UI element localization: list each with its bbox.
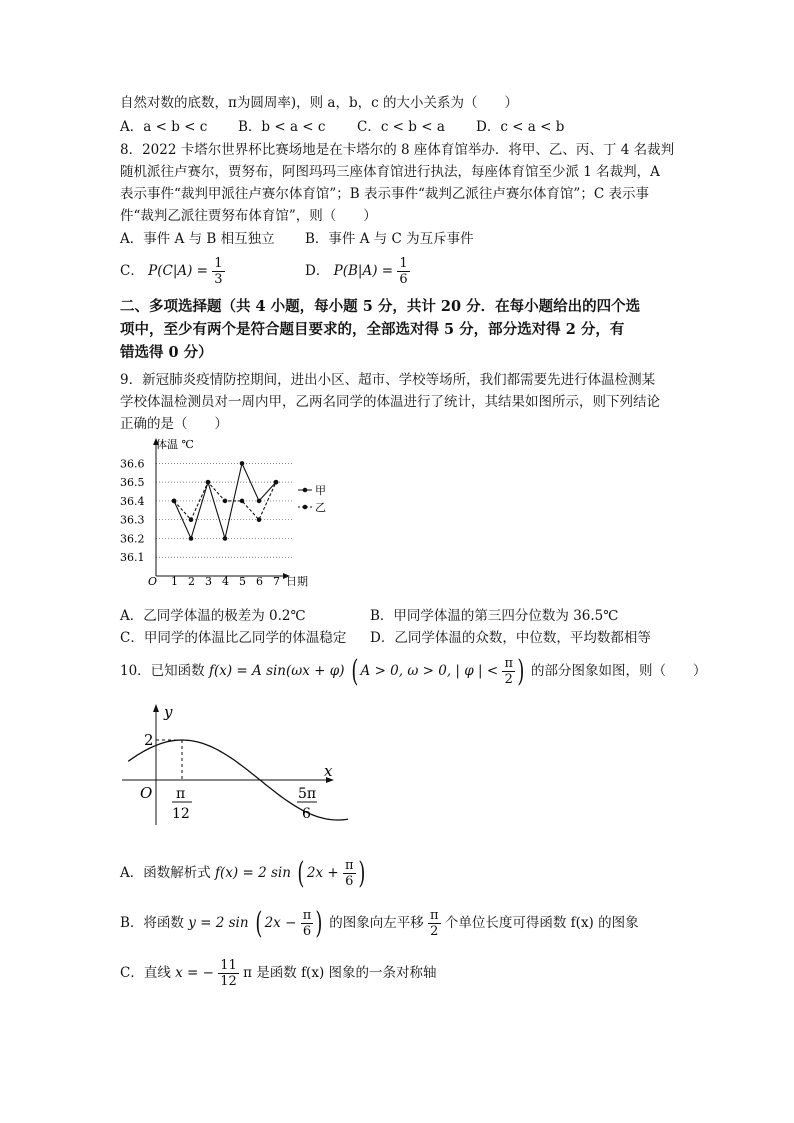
q9-option-d: D．乙同学体温的众数，中位数，平均数都相等 <box>370 630 651 646</box>
q10-stem-post: 的部分图象如图，则（ ） <box>531 663 707 679</box>
q10-c-post: π 是函数 f(x) 图象的一条对称轴 <box>243 965 437 981</box>
q10-a-denominator: 6 <box>345 874 354 889</box>
q10-b-shift-numerator: π <box>430 908 439 923</box>
q9-option-c: C．甲同学的体温比乙同学的体温稳定 <box>120 630 347 646</box>
q8-option-c-fraction <box>212 256 224 287</box>
chart-axes <box>153 438 290 579</box>
chart-origin-label: O <box>148 575 158 588</box>
q10-b-shift-fraction <box>428 908 441 939</box>
q8-option-c <box>120 256 225 287</box>
temperature-chart <box>118 436 338 596</box>
q9-line-3: 正确的是（ ） <box>120 416 228 432</box>
q10-option-a <box>120 855 367 891</box>
chart-legend-marker <box>303 488 308 493</box>
chart-x-axis-label: 日期 <box>286 575 308 588</box>
q8-option-d-label: D． <box>305 263 330 279</box>
q10-stem-expr: f(x) = A sin(ωx + φ) <box>208 663 345 679</box>
q8-option-d-fraction <box>397 256 409 287</box>
q10-b-mid: 的图象向左平移 <box>329 915 424 931</box>
chart-y-axis-label: 体温 ℃ <box>156 438 194 451</box>
q7-stem-tail: 自然对数的底数，π为圆周率)，则 a，b，c 的大小关系为（ ） <box>120 95 518 111</box>
chart-y-tick-label: 36.2 <box>120 532 145 546</box>
q8-option-d <box>305 256 410 287</box>
chart-data-point <box>223 499 228 504</box>
chart-data-point <box>274 480 279 485</box>
q10-option-c <box>120 958 437 989</box>
chart-y-tick-label: 36.3 <box>120 513 145 527</box>
q10-a-inner: 2x + <box>306 865 339 881</box>
q10-b-numerator: π <box>302 908 312 923</box>
tick-5pi-6-den: 6 <box>302 806 311 822</box>
q10-condition: A > 0, ω > 0, | φ | < <box>360 663 499 679</box>
right-paren-icon: ) <box>517 653 525 689</box>
chart-y-tick-label: 36.1 <box>120 551 145 565</box>
q10-c-expr: x = − <box>175 965 214 981</box>
right-paren-icon: ) <box>315 905 323 941</box>
chart-legend-marker <box>303 505 308 510</box>
section2-heading-line-3: 错选得 0 分） <box>120 344 213 361</box>
section2-heading-line-2: 项中，至少有两个是符合题目要求的，全部选对得 5 分，部分选对得 2 分，有 <box>120 321 625 338</box>
sine-x-label: x <box>324 762 333 780</box>
q7-option-c: C．c < b < a <box>357 119 445 135</box>
chart-x-tick-label: 1 <box>171 575 178 588</box>
chart-y-tick-label: 36.5 <box>120 476 145 490</box>
left-paren-icon: ( <box>255 905 263 941</box>
q10-b-shift-denominator: 2 <box>430 924 439 939</box>
q10-c-numerator: 11 <box>220 958 237 973</box>
q10-a-label: A．函数解析式 <box>120 865 211 881</box>
tick-5pi-6-num: 5π <box>298 786 317 802</box>
sine-y-label: y <box>164 703 173 721</box>
q10-b-denominator: 6 <box>302 924 312 939</box>
chart-data-point <box>257 517 262 522</box>
q8-line-3: 表示事件“裁判甲派往卢赛尔体育馆”；B 表示事件“裁判乙派往卢赛尔体育馆”；C 表示事 <box>120 186 649 202</box>
q9-line-2: 学校体温检测员对一周内甲，乙两名同学的体温进行了统计，其结果如图所示，则下列结论 <box>120 394 660 410</box>
chart-data-point <box>189 536 194 541</box>
chart-data-point <box>206 480 211 485</box>
q7-option-a: A．a < b < c <box>120 119 208 135</box>
chart-data-point <box>240 499 245 504</box>
q10-b-label: B．将函数 <box>120 915 184 931</box>
chart-legend-label: 乙 <box>315 501 326 514</box>
chart-y-tick-label: 36.4 <box>120 494 145 508</box>
q8-option-a: A．事件 A 与 B 相互独立 <box>120 231 275 247</box>
q9-option-b: B．甲同学体温的第三四分位数为 36.5℃ <box>370 608 619 624</box>
q7-option-b: B．b < a < c <box>238 119 326 135</box>
chart-data-point <box>223 536 228 541</box>
tick-pi-12-num: π <box>176 786 186 802</box>
q8-c-numerator: 1 <box>214 256 223 271</box>
chart-data-point <box>257 499 262 504</box>
sine-function-graph <box>118 700 348 830</box>
chart-grid <box>156 463 293 557</box>
chart-x-tick-label: 7 <box>273 575 280 588</box>
q7-option-d: D．c < a < b <box>476 119 565 135</box>
sine-origin-label: O <box>140 784 153 802</box>
chart-x-tick-label: 3 <box>205 575 212 588</box>
q8-line-4: 件“裁判乙派往贾努布体育馆”，则（ ） <box>120 208 377 224</box>
q10-condition-fraction <box>502 656 515 687</box>
q8-d-numerator: 1 <box>399 256 408 271</box>
q10-option-b <box>120 905 639 941</box>
q8-line-1: 8．2022 卡塔尔世界杯比赛场地是在卡塔尔的 8 座体育馆举办．将甲、乙、丙、丁 4 名裁判 <box>120 142 675 158</box>
chart-x-tick-label: 5 <box>239 575 246 588</box>
q8-line-2: 随机派往卢赛尔，贾努布，阿图玛玛三座体育馆进行执法，每座体育馆至少派 1 名裁判，A <box>120 164 660 180</box>
q10-b-expr: y = 2 sin <box>188 915 249 931</box>
chart-data-point <box>189 517 194 522</box>
right-paren-icon: ) <box>357 855 365 891</box>
q8-d-denominator: 6 <box>399 272 408 287</box>
q10-a-expr: f(x) = 2 sin <box>215 865 291 881</box>
chart-x-tick-label: 6 <box>256 575 263 588</box>
sine-max-label: 2 <box>144 731 154 749</box>
q8-option-d-expr: P(B|A) = <box>333 263 394 279</box>
chart-y-tick-label: 36.6 <box>120 457 145 471</box>
q10-cond-denominator: 2 <box>504 672 513 687</box>
chart-series <box>172 461 279 541</box>
q8-option-c-expr: P(C|A) = <box>148 263 208 279</box>
left-paren-icon: ( <box>351 653 359 689</box>
y-axis-arrow-icon <box>153 704 159 712</box>
q10-b-post: 个单位长度可得函数 f(x) 的图象 <box>444 915 639 931</box>
chart-ticks <box>120 457 280 588</box>
tick-pi-12-den: 12 <box>172 806 190 822</box>
chart-data-point <box>240 461 245 466</box>
chart-data-point <box>172 499 177 504</box>
chart-x-tick-label: 4 <box>222 575 229 588</box>
q10-c-label: C．直线 <box>120 965 171 981</box>
chart-x-tick-label: 2 <box>188 575 195 588</box>
q8-option-b: B．事件 A 与 C 为互斥事件 <box>305 231 474 247</box>
q9-line-1: 9．新冠肺炎疫情防控期间，进出小区、超市、学校等场所，我们都需要先进行体温检测某 <box>120 372 656 388</box>
q8-option-c-label: C． <box>120 263 144 279</box>
q9-option-a: A．乙同学体温的极差为 0.2℃ <box>120 608 306 624</box>
chart-legend <box>298 484 326 514</box>
q10-a-fraction <box>343 858 356 889</box>
left-paren-icon: ( <box>297 855 305 891</box>
q10-b-fraction <box>301 908 314 939</box>
q10-c-denominator: 12 <box>220 974 237 989</box>
q8-c-denominator: 3 <box>214 272 223 287</box>
q10-c-fraction <box>218 958 239 989</box>
q10-a-numerator: π <box>345 858 354 873</box>
q10-b-inner: 2x − <box>264 915 297 931</box>
section2-heading-line-1: 二、多项选择题（共 4 小题，每小题 5 分，共计 20 分．在每小题给出的四个选 <box>120 298 641 315</box>
chart-legend-label: 甲 <box>315 484 326 497</box>
q10-stem-pre: 10．已知函数 <box>120 663 205 679</box>
q10-stem <box>120 653 707 689</box>
q10-cond-numerator: π <box>504 656 513 671</box>
